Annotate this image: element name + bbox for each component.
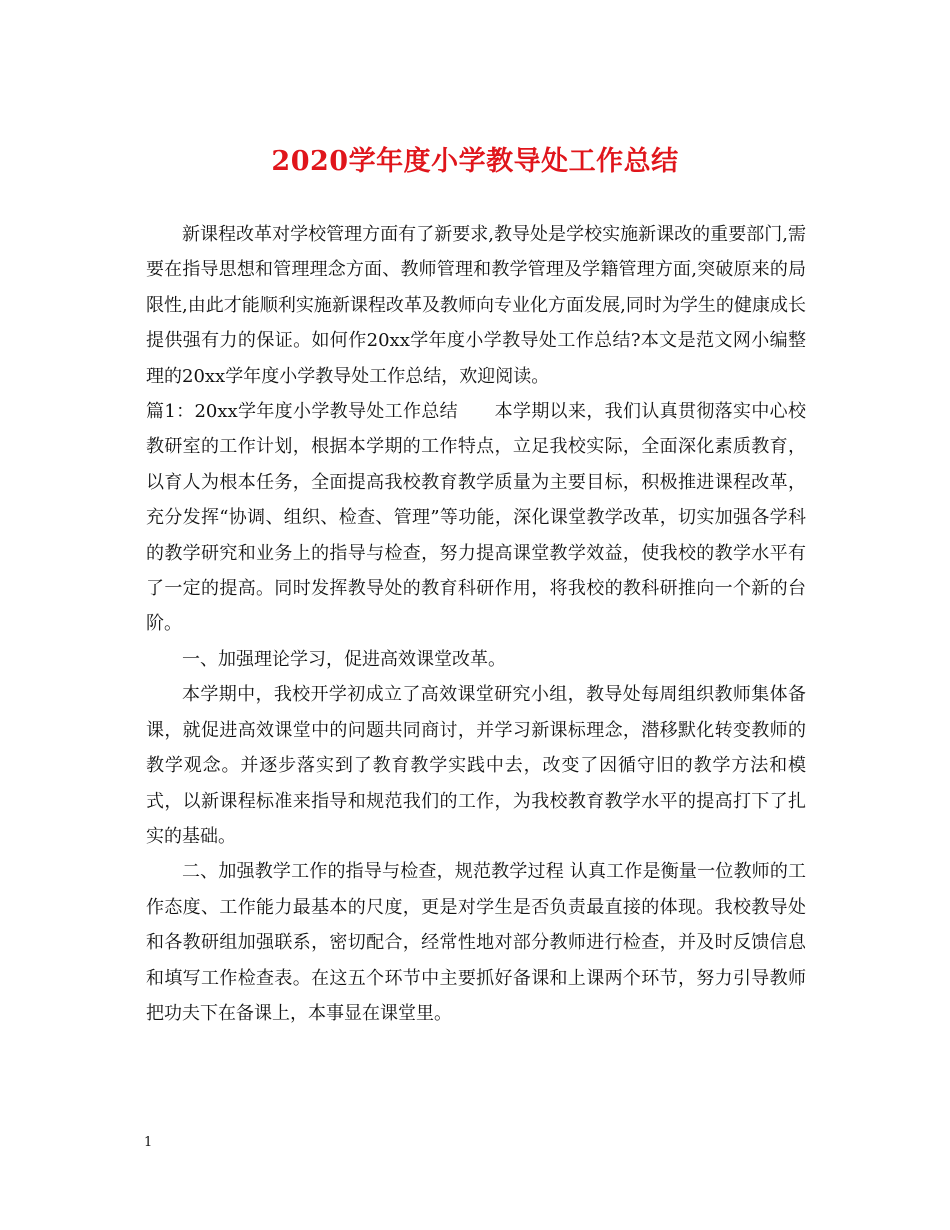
paragraph-teaching-guidance: 二、加强教学工作的指导与检查，规范教学过程 认真工作是衡量一位教师的工作态度、工作能力最基本的尺度，更是对学生是否负责最直接的体现。我校教导处和各教研组加强联系，密切配合，经常性地对部分教师进行检查，并及时反馈信息和填写工作检查表。在这五个环节中主要抓好备课和上课两个环节，努力引导教师把功夫下在备课上，本事显在课堂里。 [146,861,806,1024]
heading-theory-study: 一、加强理论学习，促进高效课堂改革。 [182,648,506,670]
document-title: 2020学年度小学教导处工作总结 [271,146,679,177]
paragraph-intro: 新课程改革对学校管理方面有了新要求,教导处是学校实施新课改的重要部门,需要在指导思想和管理理念方面、教师管理和教学管理及学籍管理方面,突破原来的局限性,由此才能顺利实施新课程改革及教师向专业化方面发展,同时为学生的健康成长提供强有力的保证。如何作20xx学年度小学教导处工作总结?本文是范文网小编整理的20xx学年度小学教导处工作总结，欢迎阅读。 [146,224,806,387]
page-number: 1 [144,1135,153,1150]
paragraph-theory-study: 本学期中，我校开学初成立了高效课堂研究小组，教导处每周组织教师集体备课，就促进高效课堂中的问题共同商讨，并学习新课标理念，潜移默化转变教师的教学观念。并逐步落实到了教育教学实践中去，改变了因循守旧的教学方法和模式，以新课程标准来指导和规范我们的工作，为我校教育教学水平的提高打下了扎实的基础。 [146,684,806,847]
paragraph-section-1: 篇1：20xx学年度小学教导处工作总结 本学期以来，我们认真贯彻落实中心校教研室的工作计划，根据本学期的工作特点，立足我校实际，全面深化素质教育，以育人为根本任务，全面提高我校教育教学质量为主要目标，积极推进课程改革，充分发挥“协调、组织、检查、管理”等功能，深化课堂教学改革，切实加强各学科的教学研究和业务上的指导与检查，努力提高课堂教学效益，使我校的教学水平有了一定的提高。同时发挥教导处的教育科研作用，将我校的教科研推向一个新的台阶。 [146,401,806,635]
document-body [146,217,806,1031]
